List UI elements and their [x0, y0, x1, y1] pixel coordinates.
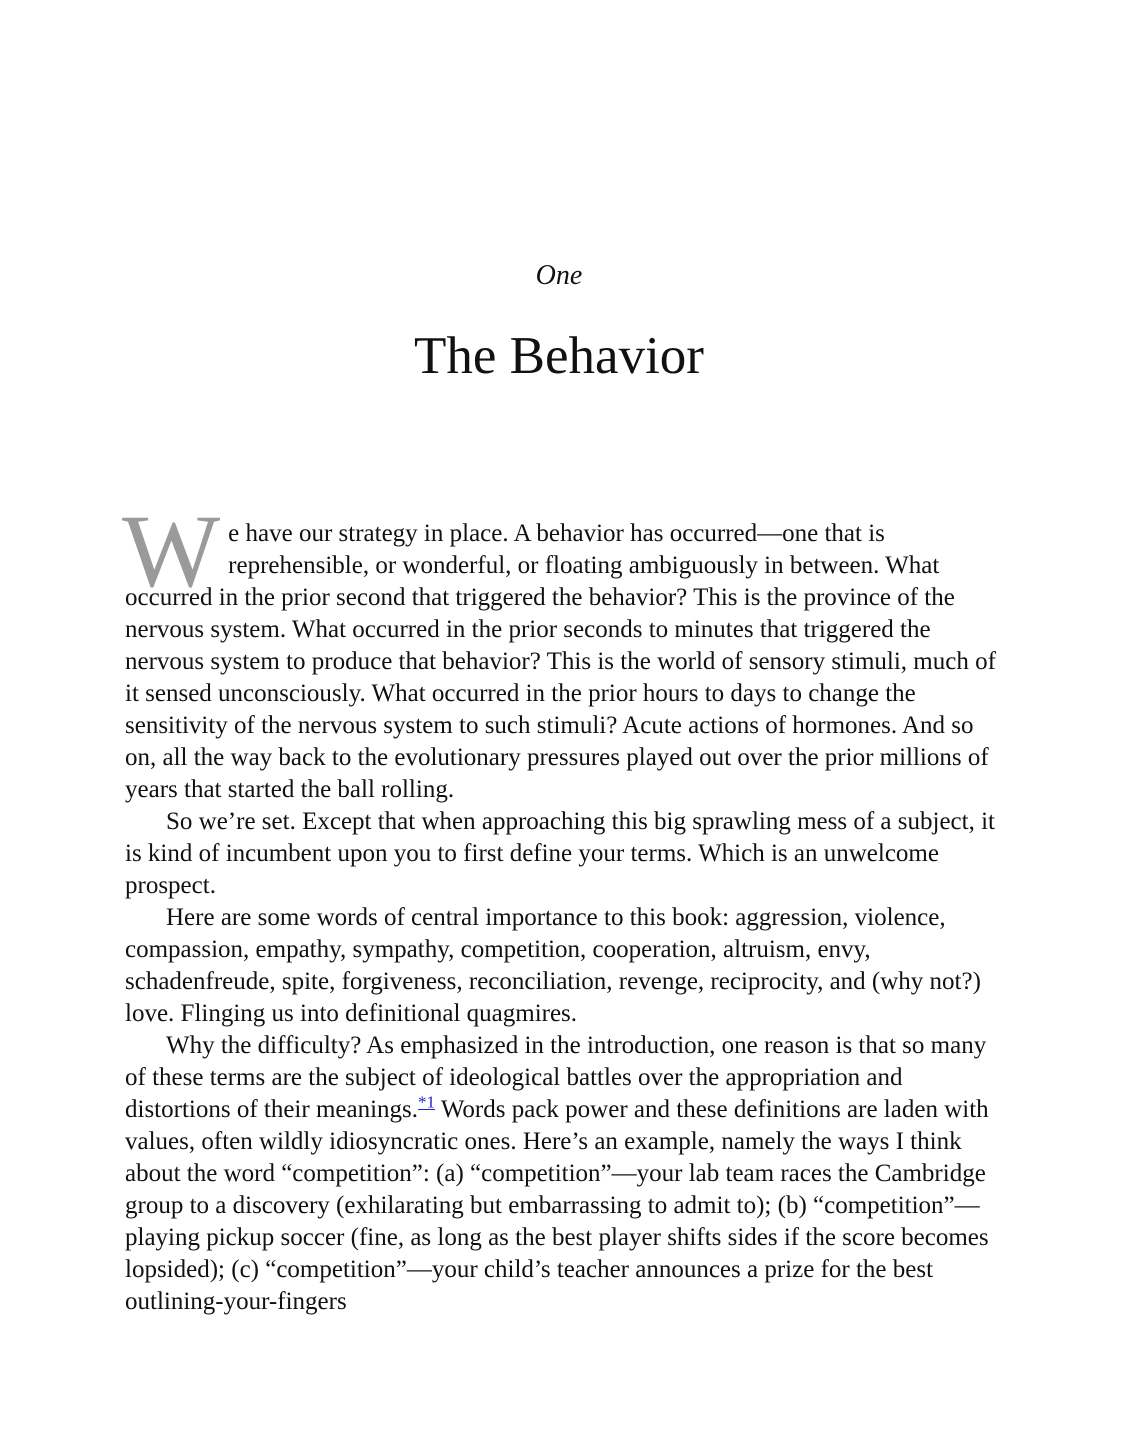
chapter-number: One [535, 260, 583, 291]
paragraph-1 [122, 494, 997, 806]
chapter-body [122, 494, 997, 1318]
chapter-title: The Behavior [414, 327, 704, 385]
drop-cap: W [122, 494, 221, 609]
paragraph-4-text-end: Words pack power and these definitions are laden with values, often wildly idiosyncratic ones. Here’s an example, namely the ways I think about the word “competition”: (a) “competition”—your lab team races the Cambridge group to a discovery (exhilarating but embarrassing to admit to); (b) “competition”—playing pickup soccer (fine, as long as the best player shifts sides if the score becomes lopsided); (c) “competition”—your child’s teacher announces a prize for the best outlining-your-fingers [125, 1096, 989, 1315]
footnote-link[interactable]: *1 [418, 1092, 436, 1112]
paragraph-3: Here are some words of central importance to this book: aggression, violence, compassion, empathy, sympathy, competition, cooperation, altruism, envy, schadenfreude, spite, forgiveness, reconciliation, revenge, reciprocity, and (why not?) love. Flinging us into definitional quagmires. [125, 904, 981, 1027]
paragraph-2: So we’re set. Except that when approaching this big sprawling mess of a subject, it is kind of incumbent upon you to first define your terms. Which is an unwelcome prospect. [125, 808, 995, 899]
paragraph-4 [125, 1030, 997, 1318]
paragraph-4-text-start: Why the difficulty? As emphasized in the introduction, one reason is that so many of these terms are the subject of ideological battles over the appropriation and distortions of their meanings. [125, 1032, 987, 1123]
paragraph-1-text: e have our strategy in place. A behavior has occurred—one that is reprehensible, or wonderful, or floating ambiguously in between. What occurred in the prior second that triggered the behavior? This is the province of the nervous system. What occurred in the prior seconds to minutes that triggered the nervous system to produce that behavior? This is the world of sensory stimuli, much of it sensed unconsciously. What occurred in the prior hours to days to change the sensitivity of the nervous system to such stimuli? Acute actions of hormones. And so on, all the way back to the evolutionary pressures played out over the prior millions of years that started the ball rolling. [125, 520, 996, 803]
